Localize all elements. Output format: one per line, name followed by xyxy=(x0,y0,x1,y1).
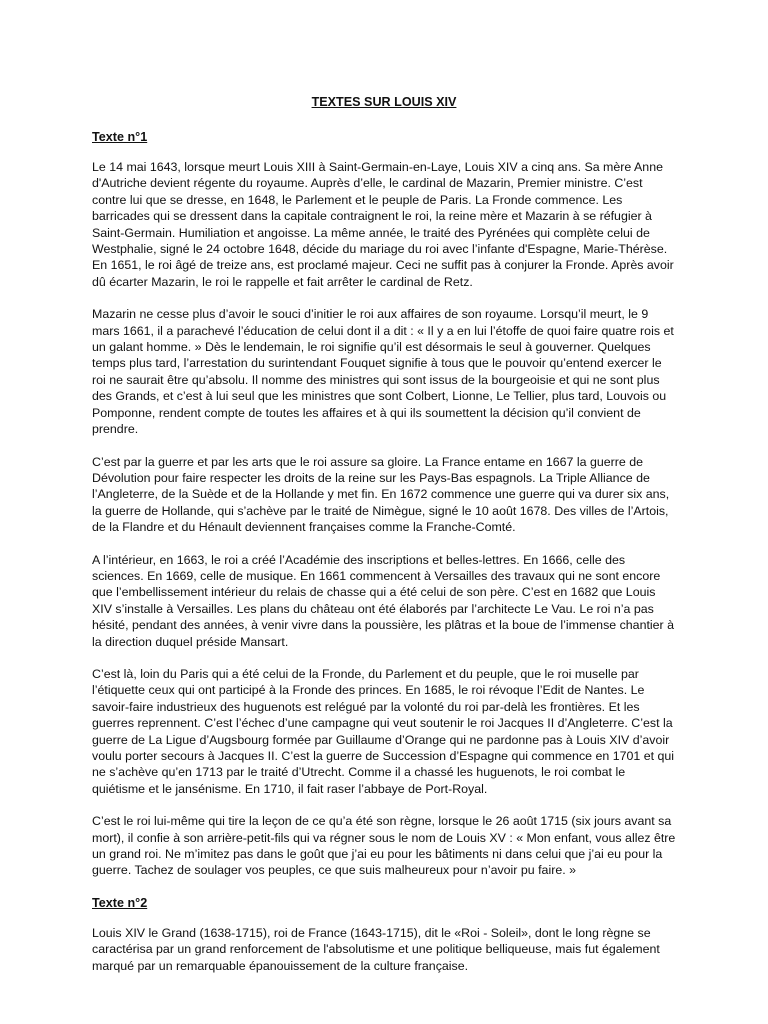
section-heading: Texte n°1 xyxy=(92,130,148,144)
paragraph: C’est par la guerre et par les arts que le roi assure sa gloire. La France entame en 1667 la guerre de Dévolution pour faire respecter les droits de la reine sur les Pays-Bas espagnols. La Triple Alliance de l’Angleterre, de la Suède et de la Hollande y met fin. En 1672 commence une guerre qui va durer six ans, la guerre de Hollande, qui s’achève par le traité de Nimègue, signé le 10 août 1678. Des villes de l’Artois, de la Flandre et du Hénault deviennent françaises comme la Franche-Comté. xyxy=(92,454,670,535)
document-title: TEXTES SUR LOUIS XIV xyxy=(311,95,457,109)
paragraph: C’est là, loin du Paris qui a été celui de la Fronde, du Parlement et du peuple, que le roi muselle par l’étiquette ceux qui ont participé à la Fronde des princes. En 1685, le roi révoque l’Edit de Nantes. Le savoir-faire industrieux des huguenots est relégué par la volonté du roi par-delà les frontières. Et les guerres reprennent. C’est l’échec d’une campagne qui veut soutenir le roi Jacques II d’Angleterre. C’est la guerre de La Ligue d’Augsbourg formée par Guillaume d’Orange qui ne pardonne pas à Louis XIV d’avoir voulu porter secours à Jacques II. C’est la guerre de Succession d’Espagne qui commence en 1701 et qui ne s’achève qu’en 1713 par le traité d’Utrecht. Comme il a chassé les huguenots, le roi combat le quiétisme et le jansénisme. En 1710, il fait raser l’abbaye de Port-Royal. xyxy=(92,666,675,796)
paragraph: A l’intérieur, en 1663, le roi a créé l’Académie des inscriptions et belles-lettres. En 1666, celle des sciences. En 1669, celle de musique. En 1661 commencent à Versailles des travaux qui ne sont encore que l’embellissement intérieur du relais de chasse qui a été celui de son père. C’est en 1682 que Louis XIV s’installe à Versailles. Les plans du château ont été élaborés par l’architecte Le Vau. Le roi n’a pas hésité, pendant des années, à venir vivre dans la poussière, les plâtras et la boue de l’immense chantier à la direction duquel préside Mansart. xyxy=(92,552,675,649)
section-texte-2 xyxy=(92,895,676,974)
paragraph: Mazarin ne cesse plus d’avoir le souci d’initier le roi aux affaires de son royaume. Lorsqu’il meurt, le 9 mars 1661, il a parachevé l’éducation de celui dont il a dit : « Il y a en lui l’étoffe de quoi faire quatre rois et un galant homme. » Dès le lendemain, le roi signifie qu’il est désormais le seul à gouverner. Quelques temps plus tard, l’arrestation du surintendant Fouquet signifie à tous que le pouvoir qu’entend exercer le roi ne saurait être qu’absolu. Il nomme des ministres qui sont issus de la bourgeoisie et qui ne sont plus des Grands, et c’est à lui seul que les ministres que sont Colbert, Lionne, Le Tellier, plus tard, Louvois ou Pomponne, rendent compte de toutes les affaires et à qui ils soumettent la décision qu’il convient de prendre. xyxy=(92,307,674,437)
section-texte-1 xyxy=(92,129,676,879)
paragraph: Louis XIV le Grand (1638-1715), roi de France (1643-1715), dit le «Roi - Soleil», dont le long règne se caractérisa par un grand renforcement de l'absolutisme et une politique belliqueuse, mais fut également marqué par un remarquable épanouissement de la culture française. xyxy=(92,925,660,973)
paragraph: C’est le roi lui-même qui tire la leçon de ce qu’a été son règne, lorsque le 26 août 1715 (six jours avant sa mort), il confie à son arrière-petit-fils qui va régner sous le nom de Louis XV : « Mon enfant, vous allez être un grand roi. Ne m’imitez pas dans le goût que j’ai eu pour les bâtiments ni dans celui que j’ai eu pour la guerre. Tachez de soulager vos peuples, ce que suis malheureux pour n’avoir pu faire. » xyxy=(92,814,676,878)
section-heading: Texte n°2 xyxy=(92,895,148,910)
paragraph: Le 14 mai 1643, lorsque meurt Louis XIII à Saint-Germain-en-Laye, Louis XIV a cinq ans. Sa mère Anne d'Autriche devient régente du royaume. Auprès d’elle, le cardinal de Mazarin, Premier ministre. C’est contre lui que se dresse, en 1648, le Parlement et le peuple de Paris. La Fronde commence. Les barricades qui se dressent dans la capitale contraignent le roi, la reine mère et Mazarin à se réfugier à Saint-Germain. Humiliation et angoisse. La même année, le traité des Pyrénées qui complète celui de Westphalie, signé le 24 octobre 1648, décide du mariage du roi avec l’infante d'Espagne, Marie-Thérèse. En 1651, le roi âgé de treize ans, est proclamé majeur. Ceci ne suffit pas à conjurer la Fronde. Après avoir dû écarter Mazarin, le roi le rappelle et fait arrêter le cardinal de Retz. xyxy=(92,160,674,289)
